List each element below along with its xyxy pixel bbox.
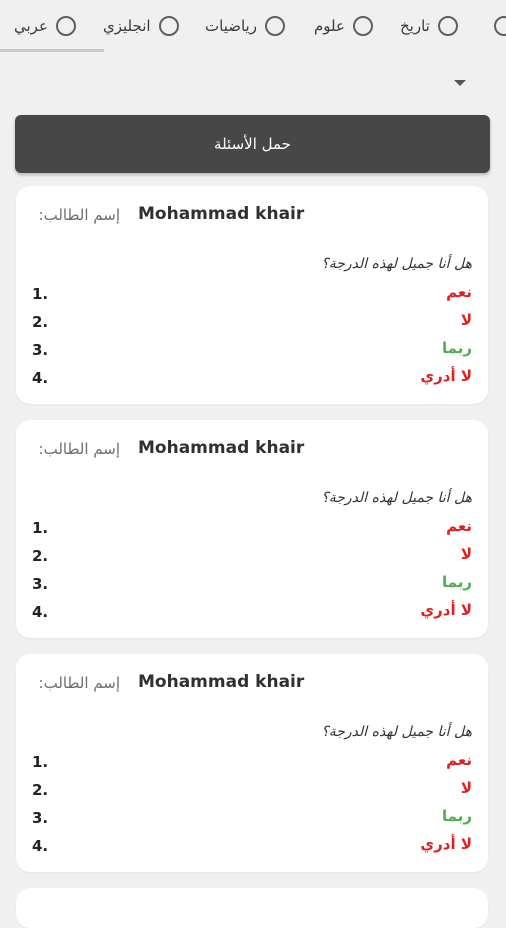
scroll-indicator xyxy=(0,49,104,52)
option-number: 1. xyxy=(32,285,49,303)
question-text: هل أنا جميل لهذه الدرجة؟ xyxy=(321,256,472,272)
option-text: لا أدري xyxy=(420,367,472,385)
student-card xyxy=(16,186,488,404)
student-card xyxy=(16,420,488,638)
subject-label: تاريخ xyxy=(400,17,430,35)
subject-radio-history[interactable] xyxy=(400,12,458,40)
download-questions-label: حمل الأسئلة xyxy=(214,135,291,153)
option-text: نعم xyxy=(446,283,472,301)
option-text: ربما xyxy=(442,807,472,825)
student-name: Mohammad khair xyxy=(138,672,305,692)
subject-radio-math[interactable] xyxy=(205,12,285,40)
option-text: نعم xyxy=(446,751,472,769)
student-name: Mohammad khair xyxy=(138,204,305,224)
subject-radio-arabic[interactable] xyxy=(14,12,76,40)
option-text: لا أدري xyxy=(420,601,472,619)
option-number: 4. xyxy=(32,603,49,621)
student-card xyxy=(16,654,488,872)
option-number: 3. xyxy=(32,575,49,593)
subject-label: رياضيات xyxy=(205,17,257,35)
option-number: 1. xyxy=(32,519,49,537)
subject-radio-overflow[interactable] xyxy=(494,12,506,40)
radio-icon[interactable] xyxy=(494,16,506,36)
option-number: 4. xyxy=(32,837,49,855)
radio-icon[interactable] xyxy=(438,16,458,36)
student-label: إسم الطالب: xyxy=(38,440,120,458)
student-card xyxy=(16,888,488,928)
option-text: نعم xyxy=(446,517,472,535)
subject-radio-science[interactable] xyxy=(314,12,373,40)
download-questions-button[interactable] xyxy=(15,115,490,173)
option-text: لا xyxy=(460,545,472,563)
question-dropdown[interactable] xyxy=(14,66,492,102)
option-number: 2. xyxy=(32,547,49,565)
option-number: 1. xyxy=(32,753,49,771)
option-number: 4. xyxy=(32,369,49,387)
option-text: لا أدري xyxy=(420,835,472,853)
subject-radio-english[interactable] xyxy=(103,12,179,40)
radio-icon[interactable] xyxy=(353,16,373,36)
radio-icon[interactable] xyxy=(159,16,179,36)
subject-label: انجليزي xyxy=(103,17,151,35)
question-text: هل أنا جميل لهذه الدرجة؟ xyxy=(321,490,472,506)
student-label: إسم الطالب: xyxy=(38,206,120,224)
option-number: 2. xyxy=(32,781,49,799)
option-number: 2. xyxy=(32,313,49,331)
student-name: Mohammad khair xyxy=(138,438,305,458)
radio-icon[interactable] xyxy=(265,16,285,36)
option-text: ربما xyxy=(442,339,472,357)
option-text: لا xyxy=(460,779,472,797)
option-text: لا xyxy=(460,311,472,329)
chevron-down-icon[interactable] xyxy=(454,80,466,86)
subject-radio-group xyxy=(0,0,506,52)
student-label: إسم الطالب: xyxy=(38,674,120,692)
option-text: ربما xyxy=(442,573,472,591)
radio-icon[interactable] xyxy=(56,16,76,36)
option-number: 3. xyxy=(32,809,49,827)
subject-label: علوم xyxy=(314,17,345,35)
subject-label: عربي xyxy=(14,17,48,35)
option-number: 3. xyxy=(32,341,49,359)
question-text: هل أنا جميل لهذه الدرجة؟ xyxy=(321,724,472,740)
